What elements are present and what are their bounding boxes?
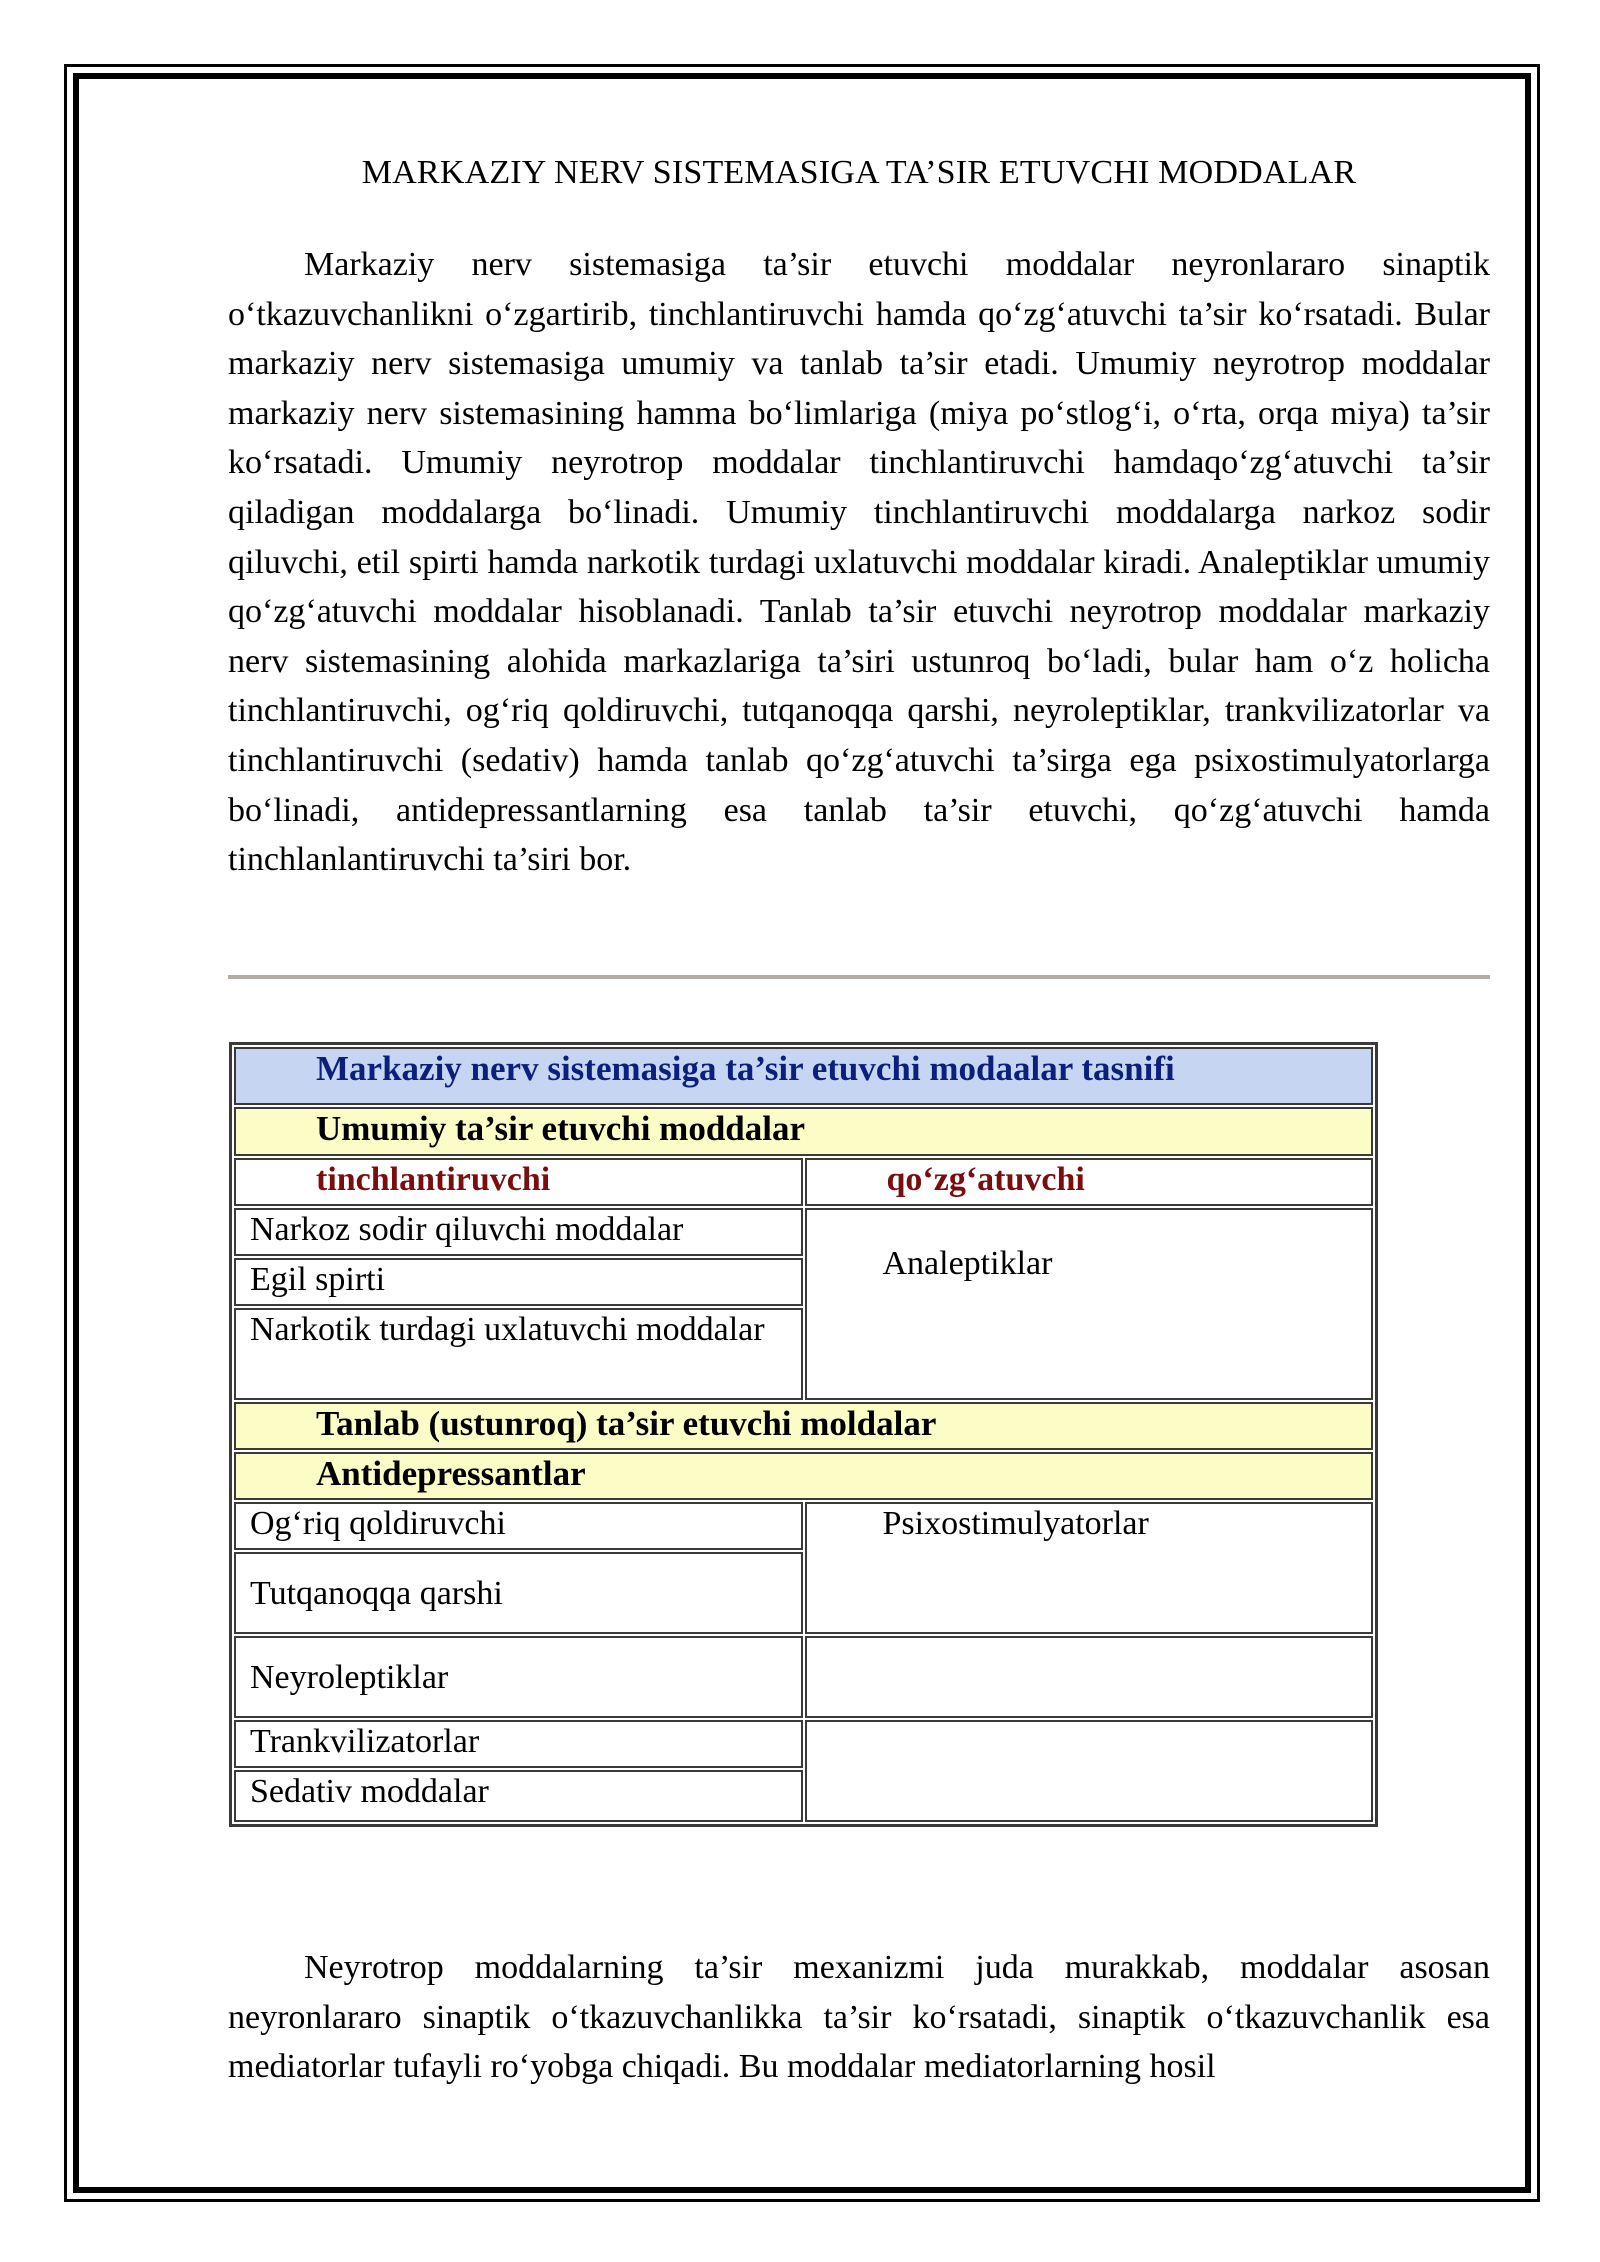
table-cell-psychostimulants: Psixostimulyatorlar xyxy=(805,1502,1374,1634)
column-heading-stimulant: qo‘zg‘atuvchi xyxy=(805,1158,1374,1206)
table-cell: Sedativ moddalar xyxy=(234,1770,803,1822)
horizontal-divider xyxy=(228,975,1490,979)
table-cell: Trankvilizatorlar xyxy=(234,1720,803,1768)
table-cell-analeptics: Analeptiklar xyxy=(805,1208,1374,1400)
table-cell-empty xyxy=(805,1720,1374,1822)
page-title: MARKAZIY NERV SISTEMASIGA TA’SIR ETUVCHI MODDALAR xyxy=(361,154,1357,191)
table-cell-empty xyxy=(805,1636,1374,1718)
table-cell: Og‘riq qoldiruvchi xyxy=(234,1502,803,1550)
table-header: Markaziy nerv sistemasiga ta’sir etuvchi modaalar tasnifi xyxy=(234,1047,1373,1105)
selective-section-heading: Tanlab (ustunroq) ta’sir etuvchi moldalar xyxy=(234,1402,1373,1450)
table-cell: Neyroleptiklar xyxy=(234,1636,803,1718)
classification-table xyxy=(229,1042,1378,1827)
general-section-heading: Umumiy ta’sir etuvchi moddalar xyxy=(234,1107,1373,1156)
table-cell: Narkotik turdagi uxlatuvchi moddalar xyxy=(234,1308,803,1400)
table-cell: Narkoz sodir qiluvchi moddalar xyxy=(234,1208,803,1256)
table-cell: Egil spirti xyxy=(234,1258,803,1306)
intro-paragraph: Markaziy nerv sistemasiga ta’sir etuvchi moddalar neyronlararo sinaptik o‘tkazuvchanlikni o‘zgartirib, tinchlantiruvchi hamda qo‘zg‘atuvchi ta’sir ko‘rsatadi. Bular markaziy nerv sistemasiga umumiy va tanlab ta’sir etadi. Umumiy neyrotrop moddalar markaziy nerv sistemasining hamma bo‘limlariga (miya po‘stlog‘i, o‘rta, orqa miya) ta’sir ko‘rsatadi. Umumiy neyrotrop moddalar tinchlantiruvchi hamdaqo‘zg‘atuvchi ta’sir qiladigan moddalarga bo‘linadi. Umumiy tinchlantiruvchi moddalarga narkoz sodir qiluvchi, etil spirti hamda narkotik turdagi uxlatuvchi moddalar kiradi. Analeptiklar umumiy qo‘zg‘atuvchi moddalar hisoblanadi. Tanlab ta’sir etuvchi neyrotrop moddalar markaziy nerv sistemasining alohida markazlariga ta’siri ustunroq bo‘ladi, bular ham o‘z holicha tinchlantiruvchi, og‘riq qoldiruvchi, tutqanoqqa qarshi, neyroleptiklar, trankvilizatorlar va tinchlantiruvchi (sedativ) hamda tanlab qo‘zg‘atuvchi ta’sirga ega psixostimulyatorlarga bo‘linadi, antidepressantlarning esa tanlab ta’sir etuvchi, qo‘zg‘atuvchi hamda tinchlanlantiruvchi ta’siri bor. xyxy=(228,246,1490,879)
antidepressants-heading: Antidepressantlar xyxy=(234,1452,1373,1500)
mechanism-paragraph: Neyrotrop moddalarning ta’sir mexanizmi juda murakkab, moddalar asosan neyronlararo sinaptik o‘tkazuvchanlikka ta’sir ko‘rsatadi, sinaptik o‘tkazuvchanlik esa mediatorlar tufayli ro‘yobga chiqadi. Bu moddalar mediatorlarning hosil xyxy=(228,1949,1490,2086)
table-cell: Tutqanoqqa qarshi xyxy=(234,1552,803,1634)
column-heading-sedative: tinchlantiruvchi xyxy=(234,1158,803,1206)
